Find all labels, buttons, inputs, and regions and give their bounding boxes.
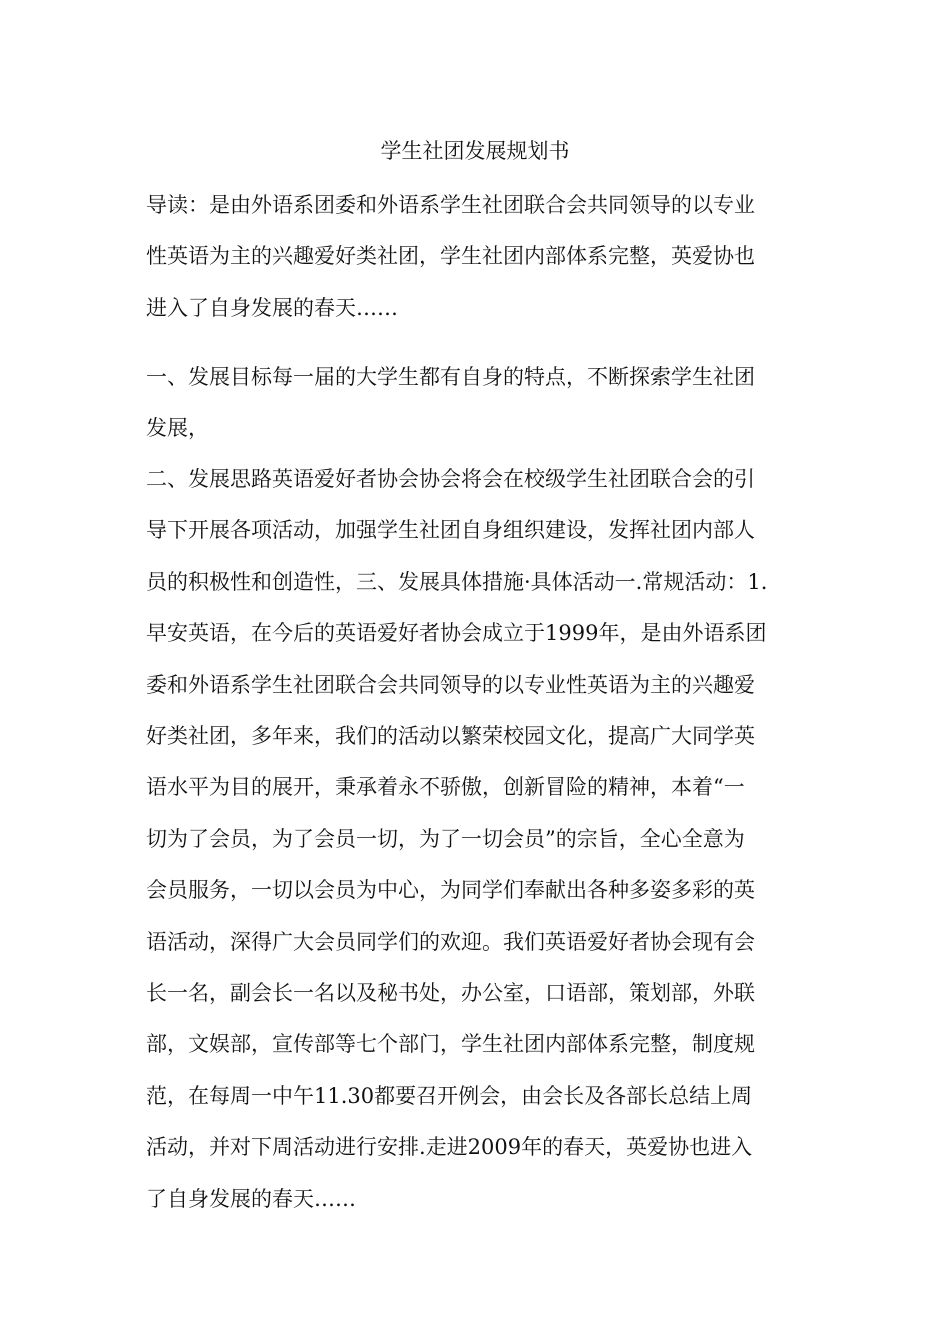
section-two-line-13: 范，在每周一中午11.30都要召开例会，由会长及各部长总结上周 [146, 1083, 753, 1108]
section-two-line-5: 委和外语系学生社团联合会共同领导的以专业性英语为主的兴趣爱 [146, 672, 755, 697]
section-two-line-12: 部，文娱部，宣传部等七个部门，学生社团内部体系完整，制度规 [146, 1032, 755, 1057]
document-title: 学生社团发展规划书 [380, 139, 570, 163]
intro-line-1: 导读：是由外语系团委和外语系学生社团联合会共同领导的以专业 [146, 193, 755, 217]
section-two-line-8: 切为了会员，为了会员一切，为了一切会员”的宗旨，全心全意为 [146, 826, 745, 851]
intro-line-2: 性英语为主的兴趣爱好类社团，学生社团内部体系完整，英爱协也 [146, 244, 755, 269]
section-two-line-1: 二、发展思路英语爱好者协会协会将会在校级学生社团联合会的引 [146, 467, 755, 491]
section-two-line-14: 活动，并对下周活动进行安排.走进2009年的春天，英爱协也进入 [146, 1135, 753, 1160]
section-one-line-1: 一、发展目标每一届的大学生都有自身的特点，不断探索学生社团 [146, 365, 755, 389]
intro-paragraph [146, 180, 808, 334]
section-two-line-6: 好类社团，多年来，我们的活动以繁荣校园文化，提高广大同学英 [146, 724, 755, 749]
section-two-line-15: 了自身发展的春天…… [146, 1186, 356, 1211]
section-two-paragraph [146, 454, 808, 1225]
section-two-line-4: 早安英语，在今后的英语爱好者协会成立于1999年，是由外语系团 [146, 621, 767, 646]
section-two-line-10: 语活动，深得广大会员同学们的欢迎。我们英语爱好者协会现有会 [146, 929, 755, 954]
section-two-line-9: 会员服务，一切以会员为中心，为同学们奉献出各种多姿多彩的英 [146, 878, 755, 903]
intro-line-3: 进入了自身发展的春天…… [146, 295, 398, 320]
section-one-paragraph [146, 352, 808, 455]
section-one-line-2: 发展， [146, 416, 209, 441]
section-two-line-2: 导下开展各项活动，加强学生社团自身组织建设，发挥社团内部人 [146, 518, 755, 543]
section-two-line-3: 员的积极性和创造性，三、发展具体措施·具体活动一.常规活动：1. [146, 569, 768, 594]
section-two-line-11: 长一名，副会长一名以及秘书处，办公室，口语部，策划部，外联 [146, 981, 755, 1006]
section-two-line-7: 语水平为目的展开，秉承着永不骄傲，创新冒险的精神，本着“一 [146, 775, 745, 800]
